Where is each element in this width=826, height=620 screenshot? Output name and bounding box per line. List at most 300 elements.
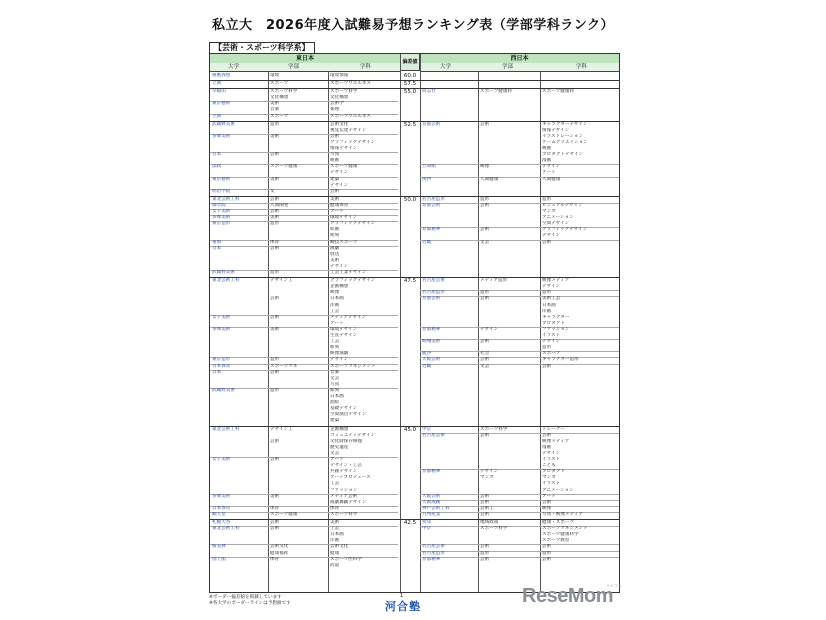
univ-cell: 名古屋造形 <box>422 196 445 202</box>
univ-cell: 札幌大谷 <box>212 520 231 526</box>
dept-cell: アニメーション <box>542 487 574 493</box>
faculty-cell: 芸術 <box>480 544 490 550</box>
faculty-cell: 芸術 <box>270 314 280 320</box>
resemom-watermark: ReseMom <box>522 585 613 607</box>
dept-cell: 日本画 <box>330 532 344 538</box>
faculty-cell: 造形 <box>270 357 280 363</box>
dept-cell: 芸術文化 <box>330 121 349 127</box>
univ-cell: 法政 <box>212 164 222 170</box>
deviation-band <box>210 80 619 88</box>
faculty-cell: 文化構想 <box>270 95 289 101</box>
faculty-cell: 芸術 <box>480 296 490 302</box>
faculty-cell: 健康福祉 <box>270 550 289 556</box>
faculty-cell: 文芸 <box>480 363 490 369</box>
dept-cell: 美術工芸 <box>542 296 561 302</box>
faculty-cell: 環境 <box>270 73 280 78</box>
faculty-cell: 造形 <box>270 387 280 393</box>
dept-cell: 環境デザイン <box>330 215 358 221</box>
dept-cell: メディアデザイン <box>330 314 367 320</box>
dept-cell: 健康 <box>330 550 340 556</box>
deviation-value: 55.0 <box>403 89 417 96</box>
dept-cell: アート <box>330 457 344 463</box>
univ-cell: 大阪芸術 <box>422 493 441 499</box>
col-dept-header: 学科 <box>576 64 588 70</box>
dept-cell: 工芸工業デザイン <box>330 270 367 276</box>
dept-cell: 音楽 <box>330 369 340 375</box>
dept-cell: デザイン <box>330 357 349 363</box>
dept-cell: ビジュアルデザイン <box>542 202 583 208</box>
faculty-cell: 芸術 <box>270 438 280 444</box>
dept-cell: デザイン <box>330 182 349 188</box>
dept-cell: 造形 <box>542 345 552 351</box>
univ-cell: 女子美術 <box>212 209 231 215</box>
faculty-cell: 社会 <box>480 351 490 357</box>
faculty-cell: 芸術 <box>480 556 490 562</box>
deviation-header: 偏差値 <box>400 54 420 71</box>
univ-cell: 京都精華 <box>422 326 441 332</box>
dept-cell: 芸術学 <box>330 101 344 107</box>
dept-cell: スポーツマネジメント <box>542 526 588 532</box>
univ-cell: 中京 <box>422 526 432 532</box>
faculty-cell: 美術 <box>270 101 280 107</box>
dept-cell: マンガ <box>542 475 556 481</box>
faculty-cell: 芸術 <box>480 357 490 363</box>
dept-cell: こども <box>542 463 556 469</box>
faculty-cell: 造形 <box>270 221 280 227</box>
univ-cell: 早稲田 <box>212 89 226 95</box>
univ-cell: 東北芸術工科 <box>212 278 240 284</box>
univ-cell: 名古屋芸術 <box>422 432 445 438</box>
faculty-cell: 芸術工 <box>480 505 494 511</box>
dept-cell: ゲームクリエイション <box>542 139 588 145</box>
dept-cell: 建築 <box>330 418 340 424</box>
dept-cell: 楽理 <box>330 107 340 113</box>
dept-cell: 芸術 <box>542 432 552 438</box>
deviation-value: 45.0 <box>403 426 417 433</box>
dept-cell: 企画構想 <box>330 426 349 432</box>
faculty-cell: 造形 <box>270 270 280 276</box>
faculty-cell: デザイン工 <box>270 278 293 284</box>
univ-cell: 日本 <box>212 152 222 158</box>
faculty-cell: 芸術 <box>270 526 280 532</box>
faculty-cell: 美術 <box>270 176 280 182</box>
univ-cell: 嵯峨美術 <box>422 339 441 345</box>
dept-cell: 芸術 <box>542 556 552 562</box>
dept-cell: アート <box>330 209 344 215</box>
faculty-cell: 美術 <box>270 133 280 139</box>
univ-cell: 中京 <box>422 426 432 432</box>
faculty-cell: 文芸 <box>480 239 490 245</box>
deviation-value: 52.5 <box>403 121 417 128</box>
faculty-cell: 造形 <box>480 196 490 202</box>
univ-cell: 大阪成蹊 <box>422 499 441 505</box>
univ-cell: 武蔵野美術 <box>212 270 235 276</box>
univ-cell: 国士舘 <box>212 556 226 562</box>
univ-cell: 立教 <box>212 81 222 87</box>
univ-cell: 龍谷 <box>422 351 432 357</box>
deviation-value: 50.0 <box>403 196 417 203</box>
dept-cell: 絵画 <box>330 227 340 233</box>
dept-cell: アニメーション <box>542 215 574 221</box>
dept-cell: 情報デザイン <box>542 127 570 133</box>
dept-cell: デザイン <box>330 170 349 176</box>
dept-cell: 彫刻 <box>330 387 340 393</box>
dept-cell: スポーツ科学 <box>330 89 358 95</box>
faculty-cell: 文 <box>270 188 275 194</box>
deviation-value: 57.5 <box>403 81 417 88</box>
dept-cell: 油絵 <box>330 400 340 406</box>
univ-cell: 順天堂 <box>212 511 226 517</box>
faculty-cell: 造形 <box>270 121 280 127</box>
col-faculty-header: 学部 <box>502 64 514 70</box>
faculty-cell: スポーツ健康科 <box>480 89 512 95</box>
faculty-cell: 芸術 <box>270 296 280 302</box>
faculty-cell: 美術 <box>270 215 280 221</box>
dept-cell: 生産デザイン <box>330 333 358 339</box>
univ-cell: 武蔵野美術 <box>212 121 235 127</box>
faculty-cell: 芸術 <box>480 339 490 345</box>
univ-cell: 日本 <box>212 245 222 251</box>
faculty-cell: 芸術 <box>270 209 280 215</box>
dept-cell: プロダクトデザイン <box>542 152 584 158</box>
page-number: 1 <box>400 593 404 599</box>
dept-cell: 環境デザイン <box>330 326 358 332</box>
col-univ-header: 大学 <box>440 64 452 70</box>
dept-cell: キャラクターデザイン <box>542 121 588 127</box>
faculty-cell: 音楽 <box>270 107 280 113</box>
dept-cell: 健康体育 <box>330 202 349 208</box>
univ-cell: 近畿 <box>422 239 432 245</box>
dept-cell: 芸術 <box>542 363 552 369</box>
dept-cell: 彫刻 <box>330 233 340 239</box>
kawaijuku-logo: 河合塾 <box>385 600 421 613</box>
univ-cell: 愛知 <box>422 520 432 526</box>
faculty-cell: 芸術 <box>480 202 490 208</box>
dept-cell: 文化構想 <box>330 95 349 101</box>
faculty-cell: デザイン工 <box>270 426 293 432</box>
univ-cell: 九州産業 <box>422 511 441 517</box>
page-title: 私立大 2026年度入試難易予想ランキング表（学部学科ランク） <box>211 18 615 33</box>
dept-cell: 日本画 <box>542 302 556 308</box>
dept-cell: 洋画 <box>542 308 552 314</box>
faculty-cell: メディア造形 <box>480 278 508 284</box>
dept-cell: スポーツウエルネス <box>330 81 372 87</box>
dept-cell: 映像 <box>542 505 552 511</box>
dept-cell: アートプロデュース <box>330 475 371 481</box>
dept-cell: 共創デザイン <box>330 469 358 475</box>
dept-cell: 造形 <box>542 196 552 202</box>
dept-cell: デザイン <box>542 284 561 290</box>
faculty-cell: 芸術 <box>480 227 490 233</box>
dept-cell: イラスト <box>542 481 561 487</box>
ranking-table <box>209 53 620 593</box>
dept-cell: 文芸 <box>330 450 340 456</box>
univ-cell: 名古屋芸術 <box>422 544 445 550</box>
univ-cell: 多摩美術 <box>212 133 231 139</box>
dept-cell: 武道 <box>330 562 340 568</box>
dept-cell: 映像メディア <box>542 278 570 284</box>
faculty-cell: 芸術 <box>480 432 490 438</box>
west-col-headers <box>420 63 619 72</box>
deviation-value: 60.0 <box>403 73 417 79</box>
dept-cell: デザイン <box>542 339 561 345</box>
faculty-cell: スポーツ科学 <box>270 89 298 95</box>
footnote: ※ボーダー偏差値を掲載しています <box>209 595 282 600</box>
dept-cell: グラフィックデザイン <box>330 139 376 145</box>
deviation-band <box>210 426 619 520</box>
dept-cell: ファッション <box>330 487 358 493</box>
faculty-cell: 映像 <box>480 164 490 170</box>
dept-cell: デザイン <box>542 233 561 239</box>
dept-cell: 洋画 <box>330 302 340 308</box>
faculty-cell: スポーツマネ <box>270 363 298 369</box>
deviation-band <box>210 88 619 121</box>
dept-cell: 芸術文化 <box>330 544 349 550</box>
dept-cell: 写真 <box>330 152 340 158</box>
faculty-cell: 芸術 <box>480 511 490 517</box>
univ-cell: 日本体育 <box>212 505 231 511</box>
faculty-cell: スポーツ <box>270 81 289 87</box>
dept-cell: グラフィックデザイン <box>330 278 376 284</box>
faculty-cell: 造形 <box>480 550 490 556</box>
univ-cell: 京都精華 <box>422 227 441 233</box>
univ-cell: 東北芸術工科 <box>212 426 240 432</box>
dept-cell: 芸術 <box>330 133 340 139</box>
faculty-cell: 人間開発 <box>270 202 289 208</box>
deviation-band <box>210 277 619 425</box>
faculty-cell: 体育 <box>270 556 280 562</box>
dept-cell: アート <box>542 170 556 176</box>
dept-cell: マンガ <box>542 209 556 215</box>
faculty-cell: スポーツ科学 <box>480 426 508 432</box>
dept-cell: デザイン・工芸 <box>330 463 362 469</box>
dept-cell: トレーナー <box>542 426 565 432</box>
deviation-band <box>210 72 619 80</box>
univ-cell: 京都芸術 <box>422 296 441 302</box>
dept-cell: 彫刻 <box>330 345 340 351</box>
dept-cell: 文芸 <box>330 375 340 381</box>
dept-cell: メディア芸術 <box>330 493 358 499</box>
dept-cell: 工芸 <box>330 308 340 314</box>
dept-cell: コミュニティデザイン <box>330 432 376 438</box>
dept-cell: キャラクター <box>542 314 570 320</box>
dept-cell: 工芸 <box>330 339 340 345</box>
faculty-cell: 美術 <box>270 326 280 332</box>
univ-cell: 立命館 <box>422 164 436 170</box>
east-col-headers <box>210 63 400 72</box>
univ-cell: 明治学院 <box>212 188 231 194</box>
dept-cell: 環境情報 <box>330 73 349 78</box>
faculty-cell: スポーツ科学 <box>480 526 508 532</box>
univ-cell: 近畿 <box>422 363 432 369</box>
faculty-cell: 芸術 <box>270 520 280 526</box>
deviation-value: 42.5 <box>403 520 417 527</box>
west-header: 西日本 <box>420 54 619 64</box>
univ-cell: 女子美術 <box>212 314 231 320</box>
dept-cell: 造形 <box>542 550 552 556</box>
col-dept-header: 学科 <box>360 64 372 70</box>
dept-cell: 映画 <box>330 158 340 164</box>
footnote: ※各大学のボーダーラインは予想値です <box>209 601 291 606</box>
dept-cell: プロダクト <box>542 469 565 475</box>
univ-cell: 慶應義塾 <box>212 73 231 78</box>
faculty-cell: スポーツ健康 <box>270 164 298 170</box>
faculty-cell: 芸術 <box>270 196 280 202</box>
faculty-cell: 芸術 <box>480 493 490 499</box>
univ-cell: 多摩美術 <box>212 215 231 221</box>
univ-cell: 日本体育 <box>212 363 231 369</box>
dept-cell: 造形 <box>542 290 552 296</box>
univ-cell: 東京造形 <box>212 221 231 227</box>
dept-cell: デザイン <box>542 450 561 456</box>
dept-cell: 漫画 <box>542 158 552 164</box>
dept-cell: アート <box>330 320 344 326</box>
faculty-cell: デザイン <box>480 469 499 475</box>
univ-cell: 同志社 <box>422 89 436 95</box>
dept-cell: 体育 <box>330 505 340 511</box>
dept-cell: 漫画 <box>542 444 552 450</box>
deviation-value: 47.5 <box>403 278 417 285</box>
univ-cell: 東海 <box>212 239 222 245</box>
univ-cell: 名古屋芸術 <box>422 278 445 284</box>
dept-cell: 健康・スポーツ <box>542 520 574 526</box>
category-label: 【芸術・スポーツ科学系】 <box>209 42 315 54</box>
faculty-cell: マンガ <box>480 475 494 481</box>
faculty-cell: 芸術 <box>270 245 280 251</box>
dept-cell: 企画構想 <box>330 284 349 290</box>
dept-cell: スポーツ健康科学 <box>542 532 579 538</box>
dept-cell: 美術 <box>330 520 340 526</box>
east-header: 東日本 <box>210 54 400 64</box>
univ-cell: 女子美術 <box>212 457 231 463</box>
univ-cell: 神戸芸術工科 <box>422 505 450 511</box>
faculty-cell: 体育 <box>270 505 280 511</box>
dept-cell: 芸術 <box>542 499 552 505</box>
dept-cell: 演劇舞踊デザイン <box>330 499 367 505</box>
univ-cell: 京都精華 <box>422 556 441 562</box>
univ-cell: 桜美林 <box>212 544 226 550</box>
dept-cell: スポーツウエルネス <box>330 113 372 119</box>
dept-cell: 芸術 <box>330 188 340 194</box>
dept-cell: 文化財保存修復 <box>330 438 363 444</box>
dept-cell: 空間演出デザイン <box>330 412 367 418</box>
univ-cell: 関西 <box>422 176 432 182</box>
dept-cell: デザイン <box>542 164 561 170</box>
faculty-cell: スポーツ健康 <box>270 511 298 517</box>
univ-cell: 東京藝術 <box>212 176 231 182</box>
dept-cell: 芸術 <box>542 239 552 245</box>
univ-cell: 多摩美術 <box>212 493 231 499</box>
dept-cell: グラフィックデザイン <box>330 221 376 227</box>
col-faculty-header: 学部 <box>288 64 300 70</box>
dept-cell: 日本画 <box>330 296 344 302</box>
faculty-cell: 美術 <box>270 493 280 499</box>
dept-cell: 映像演劇 <box>330 351 349 357</box>
dept-cell: 歴史遺産 <box>330 444 349 450</box>
univ-cell: 名古屋造形 <box>422 290 445 296</box>
faculty-cell: 芸術 <box>480 121 490 127</box>
dept-cell: 映像 <box>330 290 340 296</box>
dept-cell: 人間健康 <box>542 176 561 182</box>
dept-cell: 競技スポーツ <box>330 239 358 245</box>
dept-cell: 日本画 <box>330 394 344 400</box>
dept-cell: スポーツ健康科 <box>542 89 574 95</box>
dept-cell: イラストレーション <box>542 133 584 139</box>
dept-cell: 美術 <box>330 257 340 263</box>
dept-cell: スポーツ健康 <box>330 164 358 170</box>
deviation-band <box>210 196 619 277</box>
dept-cell: 写真 <box>330 381 340 387</box>
dept-cell: スポーツ科学 <box>330 511 358 517</box>
dept-cell: スポーツ教育 <box>542 538 570 544</box>
faculty-cell: デザイン <box>480 326 499 332</box>
dept-cell: グラフィックデザイン <box>542 227 588 233</box>
univ-cell: 大阪芸術 <box>422 357 441 363</box>
deviation-band <box>210 519 619 570</box>
dept-cell: 情報デザイン <box>330 146 358 152</box>
dept-cell: 美術 <box>330 196 340 202</box>
univ-cell: 多摩美術 <box>212 326 231 332</box>
univ-cell: 東北芸術工科 <box>212 196 240 202</box>
univ-cell: 日本 <box>212 369 222 375</box>
dept-cell: 演劇 <box>330 245 340 251</box>
faculty-cell: 芸術 <box>270 369 280 375</box>
dept-cell: プロダクト <box>542 320 565 326</box>
univ-cell: 京都芸術 <box>422 202 441 208</box>
faculty-cell: 芸術 <box>270 457 280 463</box>
univ-cell: 東北芸術工科 <box>212 526 240 532</box>
dept-cell: イラスト <box>542 333 561 339</box>
dept-cell: 工芸 <box>330 526 340 532</box>
faculty-cell: 地域政策 <box>480 520 499 526</box>
faculty-cell: 芸術 <box>270 152 280 158</box>
dept-cell: 視覚伝達デザイン <box>330 127 367 133</box>
dept-cell: 映像メディア <box>542 438 570 444</box>
dept-cell: 工芸 <box>330 481 340 487</box>
deviation-band <box>210 121 619 196</box>
dept-cell: スポーツ医科学 <box>330 556 362 562</box>
univ-cell: 東京造形 <box>212 357 231 363</box>
dept-cell: スポーツ <box>542 351 561 357</box>
dept-cell: 写真・映像メディア <box>542 511 583 517</box>
univ-cell: 京都精華 <box>422 469 441 475</box>
faculty-cell: スポーツ <box>270 113 289 119</box>
dept-cell: 空間デザイン <box>542 221 570 227</box>
dept-cell: キャラクター造形 <box>542 357 579 363</box>
univ-cell: 名古屋造形 <box>422 550 445 556</box>
dept-cell: 芸術 <box>542 544 552 550</box>
dept-cell: 放送 <box>330 251 340 257</box>
faculty-cell: 芸術文化 <box>270 544 289 550</box>
univ-cell: 武蔵野美術 <box>212 387 235 393</box>
dept-cell: 基礎デザイン <box>330 406 358 412</box>
dept-cell: スポーツマネジメント <box>330 363 376 369</box>
faculty-cell: 造形 <box>480 290 490 296</box>
dept-cell: ファッション <box>542 326 570 332</box>
univ-cell: 東京藝術 <box>212 101 231 107</box>
dept-cell: 建築 <box>330 176 340 182</box>
dept-cell: イラスト <box>542 457 561 463</box>
dept-cell: アート <box>542 493 556 499</box>
univ-cell: 京都芸術 <box>422 121 441 127</box>
dept-cell: 洋画 <box>330 538 340 544</box>
faculty-cell: 体育 <box>270 239 280 245</box>
univ-cell: 立教 <box>212 113 222 119</box>
faculty-cell: 人間健康 <box>480 176 499 182</box>
dept-cell: デザイン <box>330 263 349 269</box>
dept-cell: 映画 <box>542 146 552 152</box>
col-univ-header: 大学 <box>228 64 240 70</box>
